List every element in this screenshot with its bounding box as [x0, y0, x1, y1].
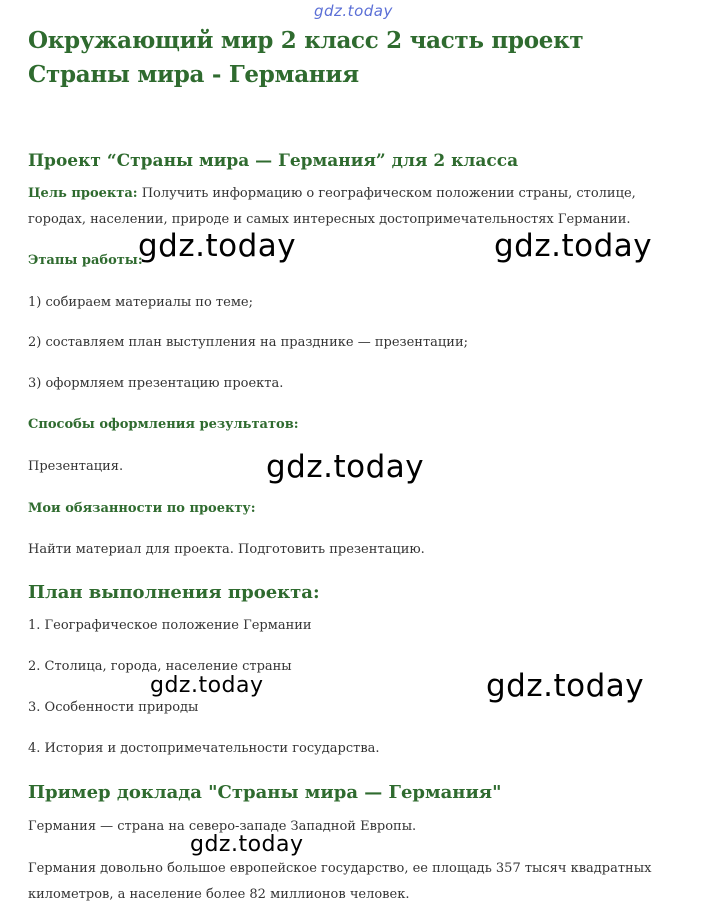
page-title: Окружающий мир 2 класс 2 часть проект Страны мира - Германия — [28, 27, 584, 88]
watermark-header: gdz.today — [314, 2, 393, 20]
stage-item-3: 3) оформляем презентацию проекта. — [28, 376, 284, 391]
watermark: gdz.today — [486, 668, 645, 704]
stage-item-1: 1) собираем материалы по теме; — [28, 295, 253, 310]
stages-label: Этапы работы: — [28, 253, 143, 268]
plan-heading: План выполнения проекта: — [28, 582, 320, 603]
watermark: gdz.today — [266, 449, 425, 485]
watermark: gdz.today — [138, 228, 297, 264]
example-heading: Пример доклада "Страны мира — Германия" — [28, 782, 502, 803]
watermark: gdz.today — [190, 832, 304, 857]
example-paragraph-1: Германия — страна на северо-западе Западной Европы. — [28, 819, 417, 834]
watermark: gdz.today — [150, 673, 264, 698]
duties-label: Мои обязанности по проекту: — [28, 501, 256, 516]
project-heading: Проект “Страны мира — Германия” для 2 класса — [28, 151, 519, 171]
results-label: Способы оформления результатов: — [28, 417, 299, 432]
plan-item-2: 2. Столица, города, население страны — [28, 659, 292, 674]
goal-text: Получить информацию о географическом положении страны, столице, городах, населении, природе и самых интересных достопримечательностях Германии. — [28, 186, 636, 227]
stage-item-2: 2) составляем план выступления на празднике — презентации; — [28, 335, 468, 350]
plan-item-1: 1. Географическое положение Германии — [28, 618, 312, 633]
goal-paragraph — [28, 181, 688, 233]
duties-text: Найти материал для проекта. Подготовить презентацию. — [28, 542, 425, 557]
goal-label: Цель проекта: — [28, 186, 138, 201]
example-paragraph-2: Германия довольно большое европейское государство, ее площадь 357 тысяч квадратных километров, а население более 82 миллионов человек. — [28, 861, 652, 902]
watermark: gdz.today — [494, 228, 653, 264]
plan-item-4: 4. История и достопримечательности государства. — [28, 741, 380, 756]
plan-item-3: 3. Особенности природы — [28, 700, 199, 715]
results-text: Презентация. — [28, 459, 124, 474]
